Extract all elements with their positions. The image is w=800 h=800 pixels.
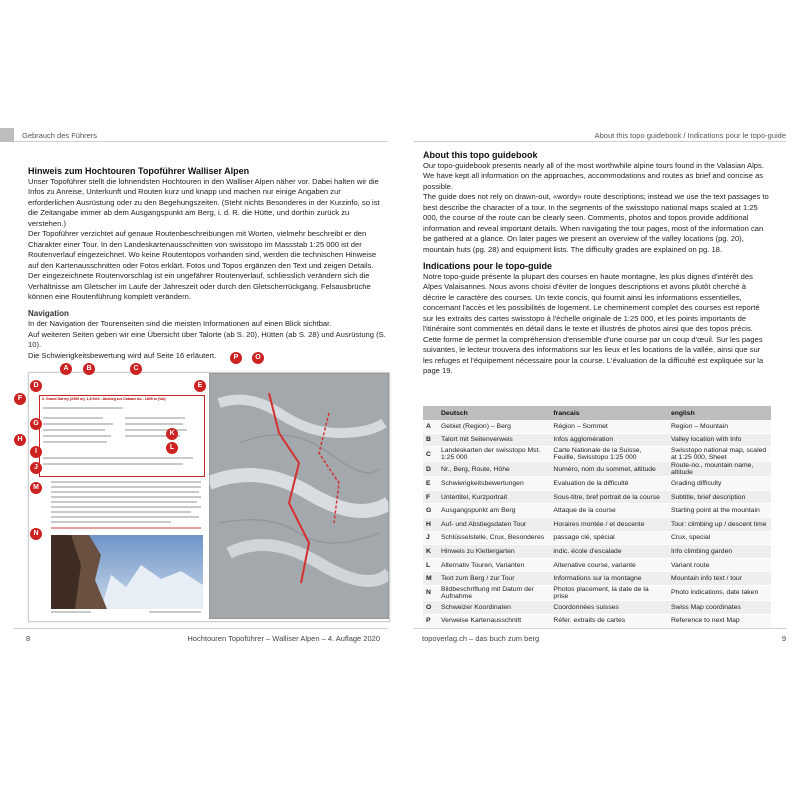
marker-g: G bbox=[30, 418, 42, 430]
legend-english: Variant route bbox=[668, 558, 771, 572]
legend-row bbox=[423, 517, 771, 531]
left-paragraph-3: Der eingezeichnete Routenvorschlag ist ein ungefährer Routenverlauf, schliesslich verändern sich die Verhältnisse am Gletscher im Laufe der Jahreszeit oder durch den Gletscherrückgang. Felsausbrüche können eine Routenführung komplett verändern. bbox=[28, 271, 371, 301]
legend-key: P bbox=[423, 614, 438, 628]
legend-key: E bbox=[423, 477, 438, 491]
marker-f: F bbox=[14, 393, 26, 405]
legend-french: Numéro, nom du sommet, altitude bbox=[550, 462, 668, 477]
legend-german: Talort mit Seitenverweis bbox=[438, 433, 550, 447]
legend-key: G bbox=[423, 504, 438, 518]
thumbnail-title: 2. Grand Darrey (2390 m), 1,8 Knit - Abstieg zur Cabane du - 1805 m (Via) bbox=[42, 397, 166, 401]
legend-row bbox=[423, 490, 771, 504]
right-footer-site: topoverlag.ch – das buch zum berg bbox=[422, 634, 540, 643]
marker-b: B bbox=[83, 363, 95, 375]
legend-french: Evaluation de la difficulté bbox=[550, 477, 668, 491]
legend-key: O bbox=[423, 600, 438, 614]
legend-french: Carte Nationale de la Suisse, Feuille, Swisstopo 1:25 000 bbox=[550, 447, 668, 462]
marker-k: K bbox=[166, 428, 178, 440]
legend-german: Nr., Berg, Route, Höhe bbox=[438, 462, 550, 477]
legend-english: Reference to next Map bbox=[668, 614, 771, 628]
legend-english: Info climbing garden bbox=[668, 545, 771, 559]
legend-row bbox=[423, 572, 771, 586]
marker-a: A bbox=[60, 363, 72, 375]
legend-header-german: Deutsch bbox=[438, 406, 550, 420]
legend-german: Verweise Kartenausschnitt bbox=[438, 614, 550, 628]
legend-french: Informations sur la montagne bbox=[550, 572, 668, 586]
legend-row bbox=[423, 504, 771, 518]
right-running-header: About this topo guidebook / Indications pour le topo-guide bbox=[594, 131, 786, 140]
left-heading: Hinweis zum Hochtouren Topoführer Walliser Alpen bbox=[28, 166, 250, 176]
legend-english: Route-no., mountain name, altitude bbox=[668, 462, 771, 477]
legend-french: Infos agglomération bbox=[550, 433, 668, 447]
left-footer-title: Hochtouren Topoführer – Walliser Alpen – 4. Auflage 2020 bbox=[187, 634, 380, 643]
right-page-number: 9 bbox=[781, 634, 786, 643]
legend-row bbox=[423, 447, 771, 462]
marker-e: E bbox=[194, 380, 206, 392]
marker-d: D bbox=[30, 380, 42, 392]
left-running-header: Gebrauch des Führers bbox=[22, 131, 98, 140]
legend-row bbox=[423, 433, 771, 447]
legend-german: Gebiet (Region) – Berg bbox=[438, 420, 550, 433]
english-heading: About this topo guidebook bbox=[423, 150, 538, 160]
french-heading: Indications pour le topo-guide bbox=[423, 261, 552, 271]
legend-german: Auf- und Abstiegsdaten Tour bbox=[438, 517, 550, 531]
legend-key: K bbox=[423, 545, 438, 559]
legend-german: Untertitel, Kurzportrait bbox=[438, 490, 550, 504]
legend-key: J bbox=[423, 531, 438, 545]
legend-french: passage clé, spécial bbox=[550, 531, 668, 545]
legend-english: Swisstopo national map, scaled at 1:25 000, Sheet bbox=[668, 447, 771, 462]
french-paragraph-2: Cette forme de permet la compréhension d'ensemble d'une course par un coup d'œuil. Sur les pages suivantes, le lecteur trouvera des informations sur les lieux et les locations de la vallée, ainsi que sur les refuges et l'équipement nécessaire pour la course. L'évaluation de la difficulté est expliquée sur la page 19. bbox=[423, 334, 764, 375]
legend-english: Tour: climbing up / descent time bbox=[668, 517, 771, 531]
legend-french: Région – Sommet bbox=[550, 420, 668, 433]
legend-english: Grading difficulty bbox=[668, 477, 771, 491]
left-text-column bbox=[28, 166, 386, 361]
marker-i: I bbox=[30, 446, 42, 458]
legend-header-french: francais bbox=[550, 406, 668, 420]
legend-row bbox=[423, 477, 771, 491]
left-paragraph-1: Unser Topoführer stellt die lohnendsten Hochtouren in den Walliser Alpen näher vor. Dabei halten wir die Infos zu Anreise, Unterkunft und Routen kurz und knapp und machen nur einige Angaben zur erforderlichen Ausrüstung oder zu den Begehungszeiten. (Steht nichts Besonderes in der Kurzinfo, so ist die Zeitangabe immer ab dem Ausgangspunkt am Berg, i. d. R. die Hütte, und dorthin zurück zu verstehen.) bbox=[28, 176, 380, 228]
marker-j: J bbox=[30, 462, 42, 474]
right-text-column bbox=[423, 150, 771, 377]
legend-body bbox=[423, 420, 771, 628]
navigation-heading: Navigation bbox=[28, 308, 69, 318]
legend-row bbox=[423, 545, 771, 559]
legend-french: Photos placement, la date de la prise bbox=[550, 585, 668, 600]
legend-row bbox=[423, 558, 771, 572]
legend-french: indic. école d'escalade bbox=[550, 545, 668, 559]
marker-h: H bbox=[14, 434, 26, 446]
english-paragraph-2: The guide does not rely on drawn-out, «wordy» route descriptions; instead we use the text passages to best describe the character of a tour. In the segments of the swisstopo national maps scaled at 1:25 000, the course of the route can be clearly seen. Comments, photos and topos provide additional information and reveal important details. When navigating the tour pages, most of the information can be gathered at a glance. On later pages we present an overview of the valley locations (pg. 20), mountain huts (pg. 28) and equipment lists. The difficulty grades are explained on pg. 18. bbox=[423, 192, 769, 254]
legend-key: B bbox=[423, 433, 438, 447]
legend-german: Schweizer Koordinaten bbox=[438, 600, 550, 614]
marker-m: M bbox=[30, 482, 42, 494]
legend-english: Valley location with Info bbox=[668, 433, 771, 447]
right-header-rule bbox=[414, 141, 786, 142]
legend-german: Ausgangspunkt am Berg bbox=[438, 504, 550, 518]
legend-french: Horaires montée / et descente bbox=[550, 517, 668, 531]
legend-german: Landeskarten der swisstopo Mst. 1:25 000 bbox=[438, 447, 550, 462]
legend-english: Swiss Map coordinates bbox=[668, 600, 771, 614]
legend-key: A bbox=[423, 420, 438, 433]
legend-english: Mountain info text / tour bbox=[668, 572, 771, 586]
nav-paragraph-3: Die Schwierigkeitsbewertung wird auf Seite 16 erläutert. bbox=[28, 350, 217, 360]
legend-english: Subtitle, brief description bbox=[668, 490, 771, 504]
legend-key: H bbox=[423, 517, 438, 531]
left-page-number: 8 bbox=[26, 634, 31, 643]
legend-german: Schlüsselstelle, Crux, Besonderes bbox=[438, 531, 550, 545]
left-header-rule bbox=[14, 141, 388, 142]
legend-header-english: english bbox=[668, 406, 771, 420]
legend-german: Hinweis zu Klettergarten bbox=[438, 545, 550, 559]
legend-key: D bbox=[423, 462, 438, 477]
legend-table bbox=[423, 406, 771, 628]
legend-french: Sous-titre, bref portrait de la course bbox=[550, 490, 668, 504]
legend-row bbox=[423, 600, 771, 614]
legend-french: Réfer. extraits de cartes bbox=[550, 614, 668, 628]
marker-p: P bbox=[230, 352, 242, 364]
thumbnail-swisstopo-map bbox=[209, 373, 389, 619]
legend-french: Attaque de la course bbox=[550, 504, 668, 518]
legend-key: C bbox=[423, 447, 438, 462]
legend-row bbox=[423, 614, 771, 628]
legend-header-key bbox=[423, 406, 438, 420]
legend-key: N bbox=[423, 585, 438, 600]
legend-row bbox=[423, 585, 771, 600]
right-footer-rule bbox=[414, 628, 786, 629]
legend-english: Starting point at the mountain bbox=[668, 504, 771, 518]
legend-header-row bbox=[423, 406, 771, 420]
thumbnail-mountain-photo bbox=[51, 535, 203, 609]
legend-german: Text zum Berg / zur Tour bbox=[438, 572, 550, 586]
legend-french: Coordonnées suisses bbox=[550, 600, 668, 614]
legend-key: F bbox=[423, 490, 438, 504]
marker-l: L bbox=[166, 442, 178, 454]
legend-row bbox=[423, 420, 771, 433]
legend-french: Alternative course, variante bbox=[550, 558, 668, 572]
legend-german: Schwierigkeitsbewertungen bbox=[438, 477, 550, 491]
marker-c: C bbox=[130, 363, 142, 375]
french-paragraph-1: Notre topo-guide présente la plupart des courses en haute montagne, les plus dignes d'intérêt des Alpes Valaisannes. Nous avons choisi d'éviter de longues descriptions et avons plutôt cherché à décrire le caractère des courses. Un texte concis, qui fournit ainsi les informations essentielles, concernant l'accès et les possibilités de logement. Le cheminement complet des courses est reporté sur les extraits des cartes swisstopo à l'échelle originale de 1:25 000, et les points importants de l'itinéraire sont commentés en détail dans le texte et illustrés de photos ainsi que des topos précis. bbox=[423, 271, 760, 333]
legend-row bbox=[423, 462, 771, 477]
marker-n: N bbox=[30, 528, 42, 540]
left-paragraph-2: Der Topoführer verzichtet auf genaue Routenbeschreibungen mit Worten, vielmehr beschreibt er den Charakter einer Tour. In den Landeskartenausschnitten von swisstopo im Massstab 1:25 000 ist der Routenverlauf eingezeichnet. Wo keine Routentopos vorhanden sind, werden die technischen Hinweise auf den Kartenausschnitten oder Fotos erklärt. Fotos und Topos ergänzen den Text und zeigen Details. bbox=[28, 229, 377, 270]
page-tab-marker bbox=[0, 128, 14, 142]
left-footer-rule bbox=[14, 628, 388, 629]
legend-german: Bildbeschriftung mit Datum der Aufnahme bbox=[438, 585, 550, 600]
legend-row bbox=[423, 531, 771, 545]
legend-key: L bbox=[423, 558, 438, 572]
legend-english: Region – Mountain bbox=[668, 420, 771, 433]
legend-key: M bbox=[423, 572, 438, 586]
legend-german: Alternativ Touren, Varianten bbox=[438, 558, 550, 572]
marker-o: O bbox=[252, 352, 264, 364]
english-paragraph-1: Our topo-guidebook presents nearly all of the most worthwhile alpine tours found in the Valasian Alps. We have kept all information on the approaches, accommodations and routes as brief and concise as possible. bbox=[423, 160, 764, 191]
nav-paragraph-2: Auf weiteren Seiten geben wir eine Übersicht über Talorte (ab S. 20), Hütten (ab S. 28) und Ausrüstung (S. 10). bbox=[28, 329, 386, 349]
legend-english: Crux, special bbox=[668, 531, 771, 545]
sample-page-thumbnail bbox=[28, 372, 390, 622]
thumbnail-text-page bbox=[29, 373, 207, 619]
legend-english: Photo indications, date taken bbox=[668, 585, 771, 600]
nav-paragraph-1: In der Navigation der Tourenseiten sind die meisten Informationen auf einen Blick sichtbar. bbox=[28, 319, 332, 328]
